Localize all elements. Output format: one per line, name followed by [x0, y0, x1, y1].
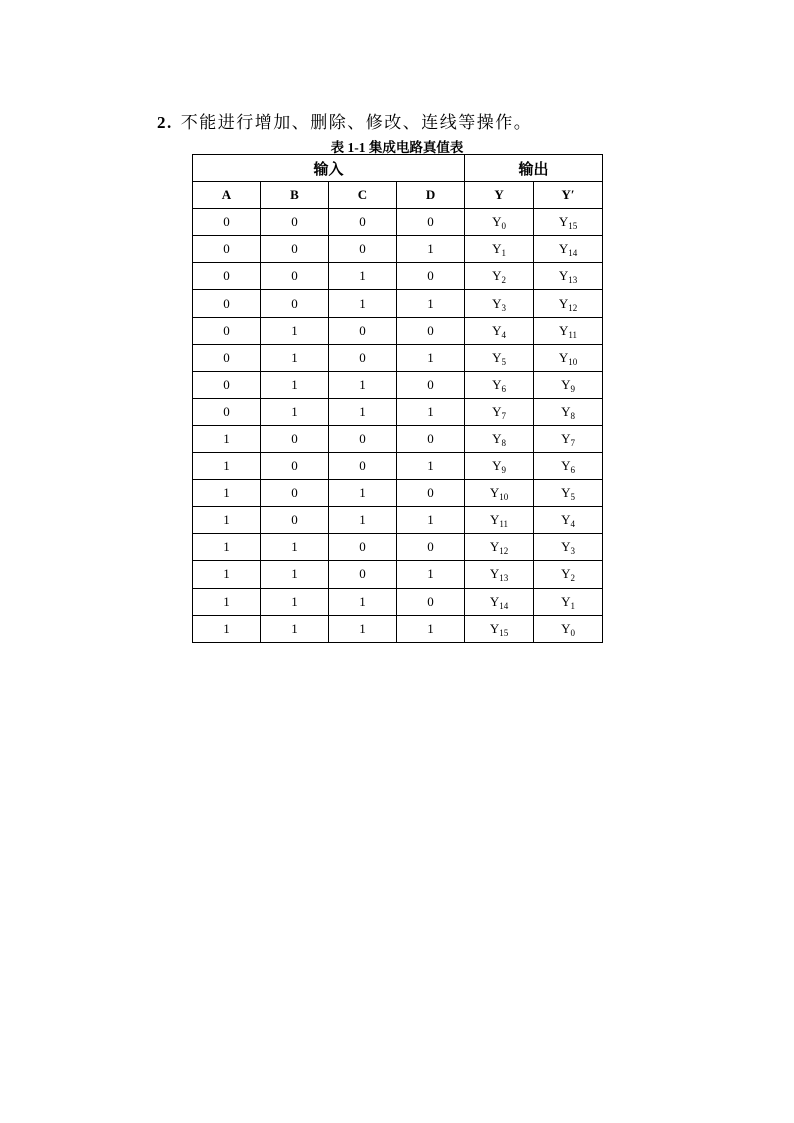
- input-a-cell: 0: [193, 209, 261, 236]
- output-group-header: 输出: [465, 155, 603, 182]
- output-index: 9: [570, 383, 575, 394]
- input-d-cell: 1: [397, 507, 465, 534]
- input-b-cell: 1: [261, 534, 329, 561]
- output-symbol: Y: [492, 458, 502, 474]
- output-y-prime-cell: [534, 236, 603, 263]
- output-symbol: Y: [561, 566, 571, 582]
- output-index: 13: [568, 275, 578, 286]
- output-symbol: Y: [561, 430, 571, 446]
- output-y-cell: [465, 344, 534, 371]
- input-b-cell: 0: [261, 290, 329, 317]
- column-header-y-prime: Y′: [534, 182, 603, 209]
- input-d-cell: 1: [397, 344, 465, 371]
- column-header-b: B: [261, 182, 329, 209]
- input-b-cell: 1: [261, 588, 329, 615]
- input-b-cell: 1: [261, 344, 329, 371]
- input-a-cell: 1: [193, 480, 261, 507]
- table-row: [193, 398, 603, 425]
- output-index: 3: [501, 302, 506, 313]
- input-c-cell: 1: [329, 588, 397, 615]
- output-symbol: Y: [558, 241, 569, 257]
- output-y-cell: [465, 290, 534, 317]
- input-b-cell: 0: [261, 453, 329, 480]
- input-d-cell: 1: [397, 615, 465, 642]
- output-y-prime-cell: [534, 561, 603, 588]
- output-y-cell: [465, 398, 534, 425]
- input-a-cell: 1: [193, 561, 261, 588]
- output-y-cell: [465, 263, 534, 290]
- input-a-cell: 1: [193, 534, 261, 561]
- table-row: [193, 480, 603, 507]
- input-b-cell: 0: [261, 263, 329, 290]
- input-a-cell: 1: [193, 425, 261, 452]
- input-d-cell: 0: [397, 425, 465, 452]
- output-y-prime-cell: [534, 534, 603, 561]
- table-row: [193, 263, 603, 290]
- output-symbol: Y: [561, 620, 571, 636]
- output-y-cell: [465, 534, 534, 561]
- output-symbol: Y: [489, 593, 500, 609]
- truth-table-body: [193, 209, 603, 643]
- output-index: 2: [501, 275, 506, 286]
- output-symbol: Y: [492, 322, 502, 338]
- output-y-prime-cell: [534, 507, 603, 534]
- output-symbol: Y: [558, 295, 569, 311]
- output-y-prime-cell: [534, 290, 603, 317]
- output-index: 6: [501, 383, 506, 394]
- output-index: 11: [568, 329, 578, 340]
- input-c-cell: 0: [329, 209, 397, 236]
- output-y-prime-cell: [534, 398, 603, 425]
- input-b-cell: 1: [261, 371, 329, 398]
- input-c-cell: 0: [329, 236, 397, 263]
- output-index: 14: [568, 248, 578, 259]
- output-index: 15: [568, 221, 578, 232]
- input-d-cell: 0: [397, 263, 465, 290]
- table-row: [193, 507, 603, 534]
- output-symbol: Y: [489, 512, 500, 528]
- input-c-cell: 1: [329, 263, 397, 290]
- input-a-cell: 0: [193, 290, 261, 317]
- output-symbol: Y: [561, 403, 571, 419]
- input-a-cell: 0: [193, 236, 261, 263]
- output-symbol: Y: [492, 241, 502, 257]
- output-symbol: Y: [489, 620, 500, 636]
- output-index: 8: [501, 437, 506, 448]
- input-a-cell: 0: [193, 263, 261, 290]
- output-symbol: Y: [558, 268, 569, 284]
- table-caption: 表 1-1 集成电路真值表: [330, 140, 464, 155]
- table-row: [193, 615, 603, 642]
- output-y-prime-cell: [534, 588, 603, 615]
- output-symbol: Y: [561, 458, 571, 474]
- column-header-c: C: [329, 182, 397, 209]
- output-y-cell: [465, 236, 534, 263]
- input-b-cell: 1: [261, 615, 329, 642]
- output-index: 10: [499, 492, 509, 503]
- input-c-cell: 0: [329, 453, 397, 480]
- input-d-cell: 1: [397, 236, 465, 263]
- output-y-cell: [465, 588, 534, 615]
- output-index: 12: [568, 302, 578, 313]
- output-symbol: Y: [561, 593, 571, 609]
- output-y-cell: [465, 209, 534, 236]
- table-row: [193, 534, 603, 561]
- output-index: 0: [501, 221, 506, 232]
- output-symbol: Y: [492, 403, 502, 419]
- input-c-cell: 1: [329, 615, 397, 642]
- input-c-cell: 0: [329, 561, 397, 588]
- input-b-cell: 1: [261, 317, 329, 344]
- table-row: [193, 236, 603, 263]
- output-index: 0: [570, 627, 575, 638]
- input-c-cell: 1: [329, 480, 397, 507]
- input-a-cell: 0: [193, 344, 261, 371]
- output-y-cell: [465, 425, 534, 452]
- output-symbol: Y: [492, 268, 502, 284]
- input-a-cell: 0: [193, 317, 261, 344]
- output-symbol: Y: [492, 295, 502, 311]
- input-c-cell: 1: [329, 290, 397, 317]
- input-c-cell: 0: [329, 425, 397, 452]
- input-c-cell: 0: [329, 534, 397, 561]
- input-c-cell: 1: [329, 398, 397, 425]
- input-a-cell: 0: [193, 398, 261, 425]
- output-symbol: Y: [558, 349, 569, 365]
- output-symbol: Y: [492, 430, 502, 446]
- output-index: 3: [570, 546, 575, 557]
- output-index: 10: [568, 356, 578, 367]
- output-symbol: Y: [492, 349, 502, 365]
- output-index: 9: [501, 465, 506, 476]
- table-row: [193, 290, 603, 317]
- output-index: 12: [499, 546, 509, 557]
- input-b-cell: 1: [261, 561, 329, 588]
- table-row: [193, 344, 603, 371]
- output-symbol: Y: [561, 376, 571, 392]
- input-d-cell: 0: [397, 588, 465, 615]
- output-index: 6: [570, 465, 575, 476]
- instruction-note: [157, 108, 532, 133]
- output-y-prime-cell: [534, 263, 603, 290]
- output-symbol: Y: [558, 322, 569, 338]
- output-index: 7: [570, 437, 575, 448]
- input-d-cell: 1: [397, 398, 465, 425]
- input-d-cell: 1: [397, 561, 465, 588]
- input-a-cell: 1: [193, 615, 261, 642]
- output-index: 11: [499, 519, 509, 530]
- input-d-cell: 0: [397, 371, 465, 398]
- note-number: 2.: [157, 113, 173, 132]
- input-b-cell: 0: [261, 209, 329, 236]
- output-symbol: Y: [492, 214, 502, 230]
- input-d-cell: 1: [397, 453, 465, 480]
- input-b-cell: 0: [261, 236, 329, 263]
- output-index: 13: [499, 573, 509, 584]
- output-y-prime-cell: [534, 480, 603, 507]
- input-group-header: 输入: [193, 155, 465, 182]
- output-y-prime-cell: [534, 425, 603, 452]
- output-y-cell: [465, 615, 534, 642]
- input-d-cell: 0: [397, 480, 465, 507]
- output-index: 2: [570, 573, 575, 584]
- output-symbol: Y: [561, 512, 571, 528]
- input-d-cell: 0: [397, 534, 465, 561]
- input-c-cell: 1: [329, 507, 397, 534]
- input-b-cell: 1: [261, 398, 329, 425]
- output-y-prime-cell: [534, 317, 603, 344]
- output-index: 4: [570, 519, 575, 530]
- input-a-cell: 0: [193, 371, 261, 398]
- output-index: 1: [501, 248, 506, 259]
- output-index: 5: [570, 492, 575, 503]
- output-symbol: Y: [489, 485, 500, 501]
- column-header-a: A: [193, 182, 261, 209]
- table-row: [193, 561, 603, 588]
- column-header-y: Y: [465, 182, 534, 209]
- output-y-cell: [465, 453, 534, 480]
- output-index: 8: [570, 410, 575, 421]
- output-index: 7: [501, 410, 506, 421]
- output-symbol: Y: [492, 376, 502, 392]
- output-symbol: Y: [558, 214, 569, 230]
- input-a-cell: 1: [193, 588, 261, 615]
- output-y-prime-cell: [534, 371, 603, 398]
- output-index: 5: [501, 356, 506, 367]
- input-b-cell: 0: [261, 425, 329, 452]
- table-row: [193, 588, 603, 615]
- output-symbol: Y: [489, 539, 500, 555]
- output-y-cell: [465, 317, 534, 344]
- column-header-d: D: [397, 182, 465, 209]
- output-y-prime-cell: [534, 453, 603, 480]
- input-d-cell: 1: [397, 290, 465, 317]
- output-y-cell: [465, 480, 534, 507]
- output-index: 4: [501, 329, 506, 340]
- table-row: [193, 453, 603, 480]
- output-symbol: Y: [561, 539, 571, 555]
- output-y-prime-cell: [534, 344, 603, 371]
- table-row: [193, 209, 603, 236]
- input-b-cell: 0: [261, 507, 329, 534]
- output-y-cell: [465, 561, 534, 588]
- output-index: 15: [499, 627, 509, 638]
- note-text: 不能进行增加、删除、修改、连线等操作。: [180, 113, 533, 132]
- output-y-cell: [465, 371, 534, 398]
- input-d-cell: 0: [397, 317, 465, 344]
- table-row: [193, 425, 603, 452]
- input-c-cell: 0: [329, 344, 397, 371]
- output-index: 14: [499, 600, 509, 611]
- output-y-cell: [465, 507, 534, 534]
- input-d-cell: 0: [397, 209, 465, 236]
- output-index: 1: [570, 600, 575, 611]
- input-c-cell: 1: [329, 371, 397, 398]
- truth-table: [192, 154, 603, 643]
- input-b-cell: 0: [261, 480, 329, 507]
- table-row: [193, 371, 603, 398]
- output-symbol: Y: [561, 485, 571, 501]
- input-a-cell: 1: [193, 507, 261, 534]
- output-symbol: Y: [489, 566, 500, 582]
- table-row: [193, 317, 603, 344]
- output-y-prime-cell: [534, 209, 603, 236]
- input-c-cell: 0: [329, 317, 397, 344]
- input-a-cell: 1: [193, 453, 261, 480]
- output-y-prime-cell: [534, 615, 603, 642]
